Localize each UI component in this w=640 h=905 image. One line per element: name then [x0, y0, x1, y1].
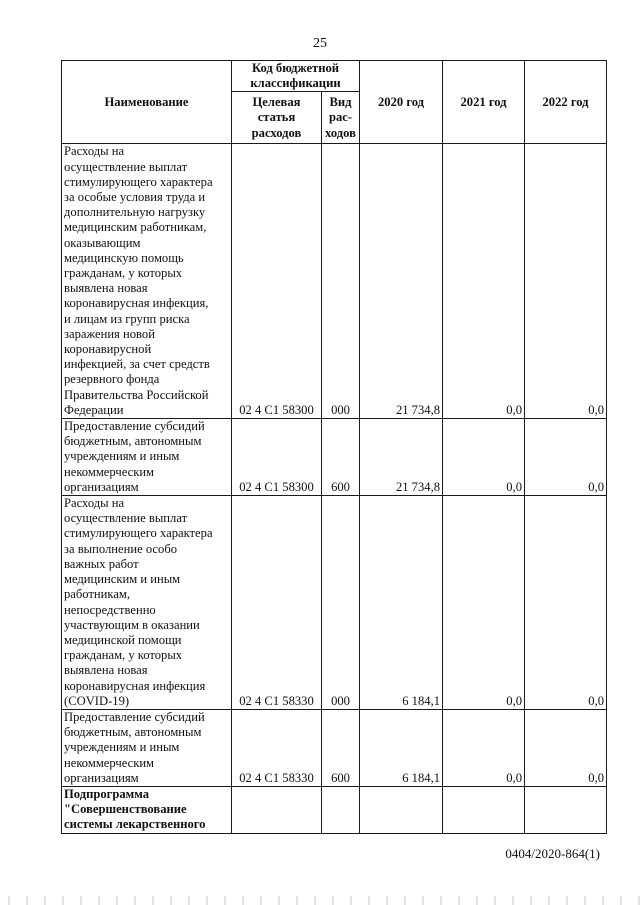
- header-2020: 2020 год: [360, 61, 443, 144]
- header-expense-type: Вид рас-ходов: [322, 92, 360, 144]
- subprogram-empty-cell: [443, 786, 525, 833]
- row-name-line: медицинским и иным: [64, 572, 181, 587]
- budget-table: [61, 60, 607, 834]
- subprogram-empty-cell: [525, 786, 607, 833]
- header-name: Наименование: [62, 61, 232, 144]
- row-value-2020: 6 184,1: [360, 709, 443, 786]
- row-name-line: участвующим в оказании: [64, 617, 200, 632]
- subprogram-empty-cell: [360, 786, 443, 833]
- row-expense-type: 000: [322, 496, 360, 710]
- row-value-2022: 0,0: [525, 419, 607, 496]
- header-2022: 2022 год: [525, 61, 607, 144]
- row-value-2022: 0,0: [525, 496, 607, 710]
- header-target-article: Целевая статья расходов: [232, 92, 322, 144]
- row-name-line: работникам,: [64, 587, 131, 602]
- subprogram-name: [62, 786, 232, 833]
- row-name-line: за особые условия труда и: [64, 190, 206, 205]
- row-value-2020: 21 734,8: [360, 144, 443, 419]
- page-number: 25: [313, 36, 327, 51]
- row-value-2021: 0,0: [443, 144, 525, 419]
- table-row: [62, 144, 607, 419]
- subprogram-row: [62, 786, 607, 833]
- row-value-2020: 21 734,8: [360, 419, 443, 496]
- row-value-2022: 0,0: [525, 144, 607, 419]
- row-name-line: учреждениям и иным: [64, 449, 180, 464]
- subprogram-empty-cell: [232, 786, 322, 833]
- row-name-line: дополнительную нагрузку: [64, 205, 206, 220]
- row-name-line: (COVID-19): [64, 693, 130, 708]
- row-value-2022: 0,0: [525, 709, 607, 786]
- subprogram-name-line: системы лекарственного: [64, 817, 206, 832]
- row-name-line: организациям: [64, 479, 139, 494]
- row-name-line: за выполнение особо: [64, 541, 178, 556]
- row-name-line: важных работ: [64, 556, 139, 571]
- row-name: [62, 419, 232, 496]
- row-name-line: коронавирусной: [64, 342, 152, 357]
- row-name-line: медицинским работникам,: [64, 220, 207, 235]
- row-target-article: 02 4 С1 58300: [232, 144, 322, 419]
- row-name-line: осуществление выплат: [64, 159, 188, 174]
- row-name-line: Правительства Российской: [64, 387, 209, 402]
- subprogram-empty-cell: [322, 786, 360, 833]
- row-name-line: оказывающим: [64, 235, 141, 250]
- row-name-line: некоммерческим: [64, 464, 155, 479]
- row-name-line: учреждениям и иным: [64, 740, 180, 755]
- row-value-2021: 0,0: [443, 709, 525, 786]
- row-name: [62, 144, 232, 419]
- row-name-line: коронавирусная инфекция,: [64, 296, 209, 311]
- subprogram-name-line: "Совершенствование: [64, 802, 187, 817]
- row-expense-type: 600: [322, 419, 360, 496]
- row-target-article: 02 4 С1 58300: [232, 419, 322, 496]
- row-value-2021: 0,0: [443, 419, 525, 496]
- subprogram-name-line: Подпрограмма: [64, 786, 150, 801]
- table-row: [62, 419, 607, 496]
- row-name-line: гражданам, у которых: [64, 648, 183, 663]
- row-name-line: бюджетным, автономным: [64, 725, 202, 740]
- table-row: [62, 496, 607, 710]
- row-name: [62, 709, 232, 786]
- row-name-line: и лицам из групп риска: [64, 311, 190, 326]
- row-name-line: заражения новой: [64, 326, 155, 341]
- row-name-line: медицинской помощи: [64, 632, 182, 647]
- table-row: [62, 709, 607, 786]
- header-2021: 2021 год: [443, 61, 525, 144]
- document-code: 0404/2020-864(1): [505, 846, 600, 861]
- row-expense-type: 600: [322, 709, 360, 786]
- row-name-line: гражданам, у которых: [64, 266, 183, 281]
- row-value-2020: 6 184,1: [360, 496, 443, 710]
- row-name-line: медицинскую помощь: [64, 250, 184, 265]
- scan-artifact: [0, 896, 640, 905]
- row-name-line: коронавирусная инфекция: [64, 678, 206, 693]
- row-name-line: стимулирующего характера: [64, 526, 213, 541]
- row-expense-type: 000: [322, 144, 360, 419]
- row-name-line: инфекцией, за счет средств: [64, 357, 210, 372]
- row-name-line: Расходы на: [64, 144, 125, 159]
- header-row-1: [62, 61, 607, 92]
- row-value-2021: 0,0: [443, 496, 525, 710]
- row-name-line: непосредственно: [64, 602, 156, 617]
- row-name-line: выявлена новая: [64, 663, 148, 678]
- row-name-line: выявлена новая: [64, 281, 148, 296]
- row-name-line: бюджетным, автономным: [64, 434, 202, 449]
- row-name-line: стимулирующего характера: [64, 174, 213, 189]
- row-name-line: осуществление выплат: [64, 511, 188, 526]
- row-name-line: Расходы на: [64, 496, 125, 511]
- row-name-line: резервного фонда: [64, 372, 160, 387]
- row-name-line: Федерации: [64, 402, 124, 417]
- row-target-article: 02 4 С1 58330: [232, 496, 322, 710]
- row-name: [62, 496, 232, 710]
- row-target-article: 02 4 С1 58330: [232, 709, 322, 786]
- row-name-line: некоммерческим: [64, 755, 155, 770]
- row-name-line: Предоставление субсидий: [64, 709, 205, 724]
- row-name-line: организациям: [64, 770, 139, 785]
- row-name-line: Предоставление субсидий: [64, 419, 205, 434]
- header-budget-code: Код бюджетной классификации: [232, 61, 360, 92]
